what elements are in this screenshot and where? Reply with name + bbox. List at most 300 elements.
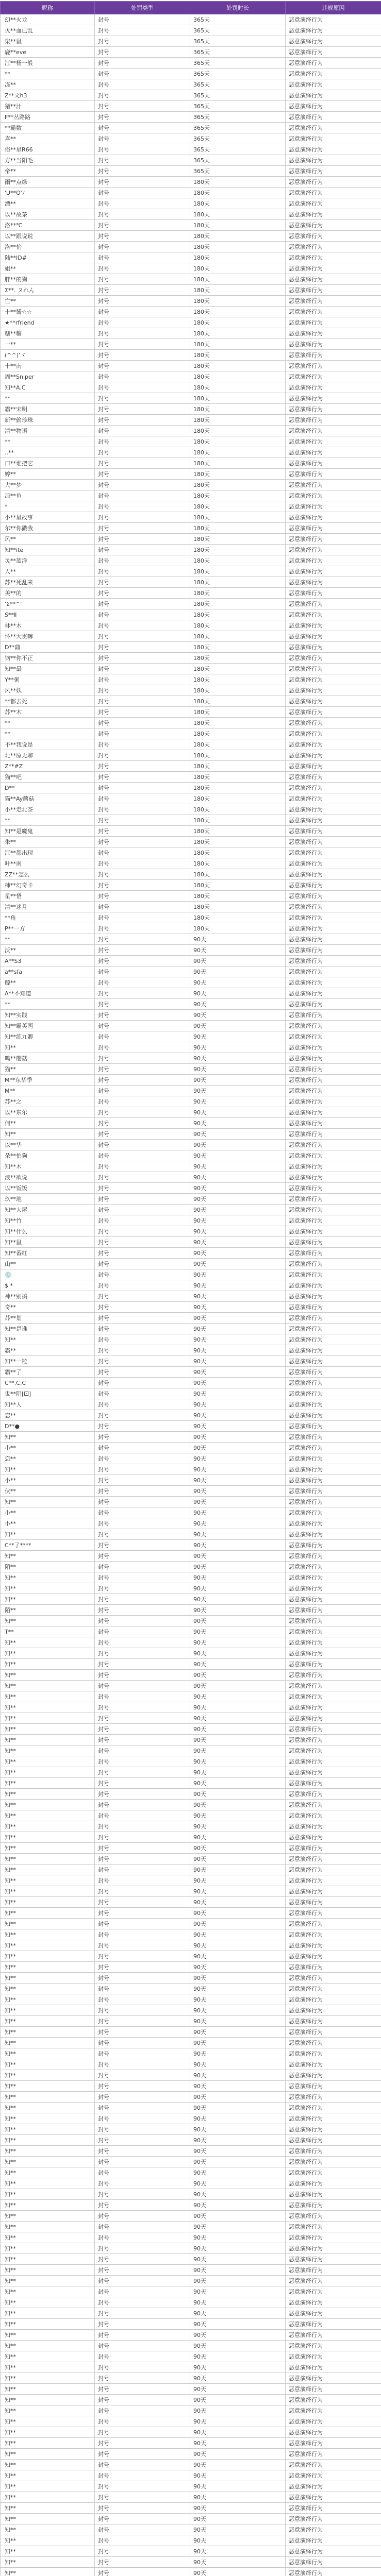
penalty-duration-cell: 365天 <box>190 123 286 133</box>
violation-reason-cell: 恶意演绎行为 <box>286 36 381 47</box>
nickname-cell: 霸**宋明 <box>1 404 95 415</box>
violation-reason-cell: 恶意演绎行为 <box>286 1183 381 1194</box>
nickname-cell: 新**偷珍珠 <box>1 415 95 426</box>
table-row <box>1 274 381 285</box>
violation-reason-cell: 恶意演绎行为 <box>286 2568 381 2576</box>
table-row <box>1 923 381 934</box>
penalty-duration-cell: 180天 <box>190 815 286 826</box>
penalty-type-cell: 封号 <box>95 1313 190 1324</box>
penalty-type-cell: 封号 <box>95 2427 190 2438</box>
nickname-cell: ** <box>1 393 95 404</box>
nickname-cell: 灵**蓝洋 <box>1 555 95 566</box>
penalty-type-cell: 封号 <box>95 653 190 664</box>
nickname-cell: 苏**划 <box>1 1313 95 1324</box>
table-row <box>1 609 381 620</box>
violation-reason-cell: 恶意演绎行为 <box>286 1021 381 1031</box>
violation-reason-cell: 恶意演绎行为 <box>286 1129 381 1140</box>
penalty-type-cell: 封号 <box>95 458 190 469</box>
penalty-type-cell: 封号 <box>95 198 190 209</box>
violation-reason-cell: 恶意演绎行为 <box>286 1269 381 1280</box>
table-row <box>1 1605 381 1616</box>
penalty-duration-cell: 180天 <box>190 339 286 350</box>
nickname-cell: ** <box>1 436 95 447</box>
penalty-type-cell: 封号 <box>95 2449 190 2460</box>
penalty-duration-cell: 90天 <box>190 1421 286 1432</box>
table-row <box>1 2222 381 2232</box>
penalty-type-cell: 封号 <box>95 1367 190 1378</box>
table-row <box>1 2384 381 2395</box>
penalty-duration-cell: 90天 <box>190 2232 286 2243</box>
violation-reason-cell: 恶意演绎行为 <box>286 2081 381 2092</box>
violation-reason-cell: 恶意演绎行为 <box>286 2373 381 2384</box>
penalty-duration-cell: 90天 <box>190 1237 286 1248</box>
nickname-cell: 知**人 <box>1 1399 95 1410</box>
penalty-type-cell: 封号 <box>95 2373 190 2384</box>
penalty-type-cell: 封号 <box>95 2124 190 2135</box>
penalty-duration-cell: 180天 <box>190 285 286 296</box>
table-row <box>1 307 381 317</box>
penalty-duration-cell: 90天 <box>190 1475 286 1486</box>
violation-reason-cell: 恶意演绎行为 <box>286 2243 381 2254</box>
penalty-duration-cell: 90天 <box>190 2027 286 2038</box>
penalty-duration-cell: 90天 <box>190 1919 286 1929</box>
violation-reason-cell: 恶意演绎行为 <box>286 815 381 826</box>
nickname-cell: 知** <box>1 2286 95 2297</box>
penalty-duration-cell: 90天 <box>190 2351 286 2362</box>
penalty-duration-cell: 90天 <box>190 1832 286 1843</box>
penalty-type-cell: 封号 <box>95 545 190 555</box>
violation-reason-cell: 恶意演绎行为 <box>286 79 381 90</box>
penalty-type-cell: 封号 <box>95 1107 190 1118</box>
table-row <box>1 1486 381 1497</box>
table-row <box>1 1616 381 1626</box>
penalty-duration-cell: 90天 <box>190 1670 286 1681</box>
nickname-cell: 小** <box>1 1443 95 1453</box>
table-row <box>1 837 381 848</box>
table-row <box>1 2438 381 2449</box>
penalty-type-cell: 封号 <box>95 404 190 415</box>
penalty-type-cell: 封号 <box>95 2384 190 2395</box>
penalty-type-cell: 封号 <box>95 2092 190 2103</box>
violation-reason-cell: 恶意演绎行为 <box>286 2146 381 2157</box>
penalty-duration-cell: 365天 <box>190 133 286 144</box>
nickname-cell: 恋** <box>1 1410 95 1421</box>
violation-reason-cell: 恶意演绎行为 <box>286 1670 381 1681</box>
penalty-type-cell: 封号 <box>95 436 190 447</box>
nickname-cell: 知** <box>1 1940 95 1951</box>
nickname-cell: 知** <box>1 2395 95 2405</box>
penalty-type-cell: 封号 <box>95 664 190 674</box>
nickname-cell: 尔**你戳我 <box>1 523 95 534</box>
penalty-type-cell: 封号 <box>95 1886 190 1897</box>
penalty-type-cell: 封号 <box>95 1453 190 1464</box>
penalty-type-cell: 封号 <box>95 1670 190 1681</box>
penalty-duration-cell: 90天 <box>190 1594 286 1605</box>
table-row <box>1 2232 381 2243</box>
nickname-cell: Σ**. ヌれん <box>1 285 95 296</box>
violation-reason-cell: 恶意演绎行为 <box>286 1226 381 1237</box>
nickname-cell: 知**是魔鬼 <box>1 826 95 837</box>
nickname-cell: 周**Sniper <box>1 371 95 382</box>
penalty-type-cell: 封号 <box>95 599 190 609</box>
penalty-type-cell: 封号 <box>95 501 190 512</box>
penalty-type-cell: 封号 <box>95 231 190 242</box>
table-row <box>1 317 381 328</box>
penalty-type-cell: 封号 <box>95 1205 190 1215</box>
penalty-duration-cell: 90天 <box>190 2211 286 2222</box>
penalty-duration-cell: 90天 <box>190 1908 286 1919</box>
violation-reason-cell: 恶意演绎行为 <box>286 642 381 653</box>
violation-reason-cell: 恶意演绎行为 <box>286 2254 381 2265</box>
penalty-duration-cell: 90天 <box>190 977 286 988</box>
nickname-cell: 知** <box>1 2048 95 2059</box>
penalty-type-cell: 封号 <box>95 123 190 133</box>
violation-reason-cell: 恶意演绎行为 <box>286 1042 381 1053</box>
nickname-cell: 知**鼠 <box>1 1237 95 1248</box>
violation-reason-cell: 恶意演绎行为 <box>286 1626 381 1637</box>
table-row <box>1 523 381 534</box>
penalty-duration-cell: 180天 <box>190 577 286 588</box>
nickname-cell: 知** <box>1 1691 95 1702</box>
table-row <box>1 891 381 902</box>
nickname-cell: 知** <box>1 2005 95 2016</box>
violation-reason-cell: 恶意演绎行为 <box>286 458 381 469</box>
table-row <box>1 848 381 858</box>
penalty-type-cell: 封号 <box>95 1399 190 1410</box>
nickname-cell: 知** <box>1 1810 95 1821</box>
penalty-duration-cell: 180天 <box>190 880 286 891</box>
penalty-type-cell: 封号 <box>95 1572 190 1583</box>
violation-reason-cell: 恶意演绎行为 <box>286 555 381 566</box>
penalty-duration-cell: 180天 <box>190 231 286 242</box>
violation-reason-cell: 恶意演绎行为 <box>286 436 381 447</box>
violation-reason-cell: 恶意演绎行为 <box>286 707 381 718</box>
penalty-duration-cell: 180天 <box>190 902 286 912</box>
table-row <box>1 361 381 371</box>
penalty-duration-cell: 90天 <box>190 1583 286 1594</box>
penalty-type-cell: 封号 <box>95 1334 190 1345</box>
penalty-type-cell: 封号 <box>95 1551 190 1562</box>
penalty-type-cell: 封号 <box>95 1940 190 1951</box>
table-row <box>1 1843 381 1854</box>
penalty-type-cell: 封号 <box>95 783 190 793</box>
nickname-cell: 山** <box>1 1259 95 1269</box>
violation-reason-cell: 恶意演绎行为 <box>286 1464 381 1475</box>
nickname-cell: 猫** <box>1 1064 95 1075</box>
penalty-type-cell: 封号 <box>95 1691 190 1702</box>
violation-reason-cell: 恶意演绎行为 <box>286 144 381 155</box>
penalty-duration-cell: 180天 <box>190 555 286 566</box>
penalty-type-cell: 封号 <box>95 1291 190 1302</box>
penalty-type-cell: 封号 <box>95 2341 190 2351</box>
penalty-duration-cell: 180天 <box>190 642 286 653</box>
violation-reason-cell: 恶意演绎行为 <box>286 112 381 123</box>
violation-reason-cell: 恶意演绎行为 <box>286 2189 381 2200</box>
violation-reason-cell: 恶意演绎行为 <box>286 2222 381 2232</box>
table-row <box>1 1031 381 1042</box>
nickname-cell: 雨**点绿 <box>1 177 95 188</box>
penalty-type-cell: 封号 <box>95 2362 190 2373</box>
penalty-type-cell: 封号 <box>95 1756 190 1767</box>
nickname-cell: D** <box>1 783 95 793</box>
penalty-duration-cell: 90天 <box>190 1540 286 1551</box>
penalty-duration-cell: 180天 <box>190 480 286 490</box>
penalty-duration-cell: 90天 <box>190 2178 286 2189</box>
penalty-duration-cell: 180天 <box>190 188 286 198</box>
penalty-type-cell: 封号 <box>95 642 190 653</box>
table-row <box>1 1648 381 1659</box>
violation-reason-cell: 恶意演绎行为 <box>286 231 381 242</box>
penalty-type-cell: 封号 <box>95 2492 190 2503</box>
nickname-cell: 知** <box>1 1735 95 1745</box>
penalty-type-cell: 封号 <box>95 393 190 404</box>
penalty-duration-cell: 90天 <box>190 1962 286 1973</box>
table-row <box>1 739 381 750</box>
penalty-duration-cell: 90天 <box>190 1821 286 1832</box>
violation-reason-cell: 恶意演绎行为 <box>286 317 381 328</box>
violation-reason-cell: 恶意演绎行为 <box>286 2059 381 2070</box>
penalty-type-cell: 封号 <box>95 2319 190 2330</box>
penalty-duration-cell: 90天 <box>190 934 286 945</box>
table-row <box>1 664 381 674</box>
nickname-cell: 知** <box>1 2232 95 2243</box>
penalty-duration-cell: 90天 <box>190 2460 286 2470</box>
penalty-duration-cell: 90天 <box>190 2524 286 2535</box>
table-row <box>1 2189 381 2200</box>
table-row <box>1 2005 381 2016</box>
penalty-type-cell: 封号 <box>95 339 190 350</box>
violation-reason-cell: 恶意演绎行为 <box>286 1659 381 1670</box>
table-row <box>1 404 381 415</box>
penalty-type-cell: 封号 <box>95 2395 190 2405</box>
penalty-duration-cell: 90天 <box>190 2016 286 2027</box>
penalty-type-cell: 封号 <box>95 1010 190 1021</box>
violation-reason-cell: 恶意演绎行为 <box>286 166 381 177</box>
violation-reason-cell: 恶意演绎行为 <box>286 188 381 198</box>
violation-reason-cell: 恶意演绎行为 <box>286 328 381 339</box>
nickname-cell: ** <box>1 69 95 79</box>
violation-reason-cell: 恶意演绎行为 <box>286 599 381 609</box>
nickname-cell: 知** <box>1 1908 95 1919</box>
violation-reason-cell: 恶意演绎行为 <box>286 2016 381 2027</box>
nickname-cell: 知** <box>1 2222 95 2232</box>
violation-reason-cell: 恶意演绎行为 <box>286 1291 381 1302</box>
penalty-duration-cell: 90天 <box>190 2427 286 2438</box>
nickname-cell: 知** <box>1 1432 95 1443</box>
table-row <box>1 1637 381 1648</box>
table-row <box>1 1388 381 1399</box>
penalty-type-cell: 封号 <box>95 1172 190 1183</box>
nickname-cell: 小** <box>1 1518 95 1529</box>
table-row <box>1 480 381 490</box>
nickname-cell: 怀**大贯嘛 <box>1 631 95 642</box>
violation-reason-cell: 恶意演绎行为 <box>286 1107 381 1118</box>
penalty-duration-cell: 90天 <box>190 2157 286 2167</box>
violation-reason-cell: 恶意演绎行为 <box>286 339 381 350</box>
violation-reason-cell: 恶意演绎行为 <box>286 447 381 458</box>
table-row <box>1 1724 381 1735</box>
penalty-duration-cell: 90天 <box>190 1183 286 1194</box>
nickname-cell: 知**A.C <box>1 382 95 393</box>
violation-reason-cell: 恶意演绎行为 <box>286 869 381 880</box>
penalty-duration-cell: 180天 <box>190 718 286 728</box>
penalty-type-cell: 封号 <box>95 2405 190 2416</box>
table-row <box>1 1713 381 1724</box>
nickname-cell: ..** <box>1 447 95 458</box>
violation-reason-cell: 恶意演绎行为 <box>286 1843 381 1854</box>
penalty-type-cell: 封号 <box>95 1919 190 1929</box>
violation-reason-cell: 恶意演绎行为 <box>286 393 381 404</box>
penalty-duration-cell: 90天 <box>190 2470 286 2481</box>
penalty-type-cell: 封号 <box>95 1031 190 1042</box>
table-row <box>1 2103 381 2113</box>
violation-reason-cell: 恶意演绎行为 <box>286 1388 381 1399</box>
penalty-duration-cell: 90天 <box>190 2362 286 2373</box>
penalty-type-cell: 封号 <box>95 1648 190 1659</box>
penalty-duration-cell: 90天 <box>190 2308 286 2319</box>
violation-reason-cell: 恶意演绎行为 <box>286 1410 381 1421</box>
nickname-cell: 知** <box>1 1843 95 1854</box>
penalty-type-cell: 封号 <box>95 1118 190 1129</box>
nickname-cell: 知** <box>1 2384 95 2395</box>
penalty-type-cell: 封号 <box>95 2200 190 2211</box>
table-row <box>1 426 381 436</box>
violation-reason-cell: 恶意演绎行为 <box>286 101 381 112</box>
table-row <box>1 285 381 296</box>
penalty-duration-cell: 90天 <box>190 1269 286 1280</box>
table-row <box>1 2211 381 2222</box>
penalty-duration-cell: 365天 <box>190 25 286 36</box>
penalty-type-cell: 封号 <box>95 728 190 739</box>
penalty-duration-cell: 180天 <box>190 674 286 685</box>
penalty-duration-cell: 365天 <box>190 112 286 123</box>
nickname-cell: 恋** <box>1 1453 95 1464</box>
nickname-cell: 知** <box>1 2427 95 2438</box>
table-row <box>1 707 381 718</box>
penalty-duration-cell: 90天 <box>190 1681 286 1691</box>
nickname-cell: 鬼**阴[⚀] <box>1 1388 95 1399</box>
penalty-duration-cell: 90天 <box>190 1367 286 1378</box>
violation-reason-cell: 恶意演绎行为 <box>286 426 381 436</box>
nickname-cell: 钧**你不正 <box>1 653 95 664</box>
table-row <box>1 1940 381 1951</box>
nickname-cell: 知** <box>1 2297 95 2308</box>
penalty-duration-cell: 90天 <box>190 2535 286 2546</box>
nickname-cell: 江**都出现 <box>1 848 95 858</box>
nickname-cell: 柿**幻奇卡 <box>1 880 95 891</box>
penalty-duration-cell: 180天 <box>190 923 286 934</box>
violation-reason-cell: 恶意演绎行为 <box>286 480 381 490</box>
penalty-type-cell: 封号 <box>95 328 190 339</box>
penalty-type-cell: 封号 <box>95 2016 190 2027</box>
violation-reason-cell: 恶意演绎行为 <box>286 1150 381 1161</box>
nickname-cell: 知** <box>1 2492 95 2503</box>
violation-reason-cell: 恶意演绎行为 <box>286 1010 381 1021</box>
nickname-cell: a**sfa <box>1 967 95 977</box>
penalty-type-cell: 封号 <box>95 1161 190 1172</box>
penalty-type-cell: 封号 <box>95 1767 190 1778</box>
nickname-cell: 鸣**蘑菇 <box>1 1053 95 1064</box>
penalty-type-cell: 封号 <box>95 2546 190 2557</box>
violation-reason-cell: 恶意演绎行为 <box>286 285 381 296</box>
penalty-duration-cell: 90天 <box>190 1497 286 1507</box>
table-row <box>1 653 381 664</box>
penalty-duration-cell: 90天 <box>190 1605 286 1616</box>
nickname-cell: S**Ⅱ <box>1 609 95 620</box>
penalty-type-cell: 封号 <box>95 1388 190 1399</box>
table-row <box>1 1399 381 1410</box>
penalty-type-cell: 封号 <box>95 2265 190 2276</box>
penalty-type-cell: 封号 <box>95 426 190 436</box>
nickname-cell: 知** <box>1 1865 95 1875</box>
penalty-type-cell: 封号 <box>95 317 190 328</box>
table-row <box>1 2135 381 2146</box>
table-row <box>1 1821 381 1832</box>
violation-reason-cell: 恶意演绎行为 <box>286 1475 381 1486</box>
penalty-type-cell: 封号 <box>95 566 190 577</box>
penalty-type-cell: 封号 <box>95 1605 190 1616</box>
penalty-duration-cell: 90天 <box>190 1388 286 1399</box>
penalty-duration-cell: 90天 <box>190 1745 286 1756</box>
table-row <box>1 242 381 252</box>
table-row <box>1 25 381 36</box>
violation-reason-cell: 恶意演绎行为 <box>286 2330 381 2341</box>
penalty-type-cell: 封号 <box>95 523 190 534</box>
nickname-cell: 方**当阳毛 <box>1 155 95 166</box>
nickname-cell: 奇** <box>1 1302 95 1313</box>
table-row <box>1 588 381 599</box>
table-row <box>1 1140 381 1150</box>
table-row <box>1 642 381 653</box>
violation-reason-cell: 恶意演绎行为 <box>286 2027 381 2038</box>
nickname-cell: 北**原无聊 <box>1 750 95 761</box>
nickname-cell: 江**杨一般 <box>1 58 95 69</box>
penalty-type-cell: 封号 <box>95 1280 190 1291</box>
penalty-type-cell: 封号 <box>95 1659 190 1670</box>
penalty-duration-cell: 90天 <box>190 2438 286 2449</box>
nickname-cell: 婷** <box>1 469 95 480</box>
violation-reason-cell: 恶意演绎行为 <box>286 2092 381 2103</box>
penalty-type-cell: 封号 <box>95 609 190 620</box>
nickname-cell: 知** <box>1 1713 95 1724</box>
nickname-cell: Y**粥 <box>1 674 95 685</box>
violation-reason-cell: 恶意演绎行为 <box>286 1248 381 1259</box>
nickname-cell: 知** <box>1 1648 95 1659</box>
penalty-type-cell: 封号 <box>95 1994 190 2005</box>
violation-reason-cell: 恶意演绎行为 <box>286 198 381 209</box>
penalty-type-cell: 封号 <box>95 999 190 1010</box>
table-row <box>1 2568 381 2576</box>
nickname-cell: 知** <box>1 1789 95 1800</box>
penalty-duration-cell: 90天 <box>190 1205 286 1215</box>
violation-reason-cell: 恶意演绎行为 <box>286 2341 381 2351</box>
table-row <box>1 2319 381 2330</box>
penalty-type-cell: 封号 <box>95 977 190 988</box>
violation-reason-cell: 恶意演绎行为 <box>286 123 381 133</box>
violation-reason-cell: 恶意演绎行为 <box>286 382 381 393</box>
penalty-duration-cell: 180天 <box>190 209 286 220</box>
table-row <box>1 599 381 609</box>
violation-reason-cell: 恶意演绎行为 <box>286 1800 381 1810</box>
table-row <box>1 988 381 999</box>
penalty-duration-cell: 180天 <box>190 404 286 415</box>
violation-reason-cell: 恶意演绎行为 <box>286 967 381 977</box>
nickname-cell: 糖**糖 <box>1 328 95 339</box>
table-row <box>1 2038 381 2048</box>
table-row <box>1 2243 381 2254</box>
nickname-cell: C**了**** <box>1 1540 95 1551</box>
nickname-cell: 以**跟说说 <box>1 231 95 242</box>
